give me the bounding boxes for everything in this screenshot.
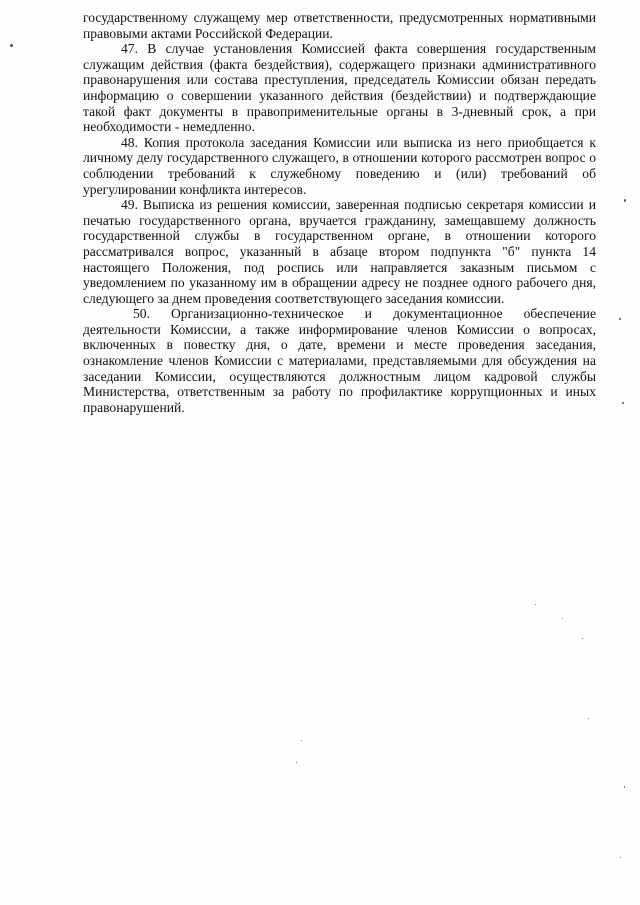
scan-speck <box>619 318 621 320</box>
paragraph-continuation: государственному служащему мер ответственности, предусмотренных нормативными правовыми актами Российской Федерации. <box>83 10 596 41</box>
scan-speck <box>622 402 624 404</box>
scan-speck <box>10 44 13 47</box>
scan-speck <box>624 786 625 788</box>
paragraph-50: 50. Организационно-техническое и документационное обеспечение деятельности Комиссии, а также информирование членов Комиссии о вопросах, включенных в повестку дня, о дате, времени и месте проведения заседания, ознакомление членов Комиссии с материалами, представляемыми для обсуждения на заседании Комиссии, осуществляются должностным лицом кадровой службы Министерства, ответственным за работу по профилактике коррупционных и иных правонарушений. <box>83 306 596 415</box>
paragraph-47: 47. В случае установления Комиссией факта совершения государственным служащим действия (факта бездействия), содержащего признаки административного правонарушения или состава преступления, председатель Комиссии обязан передать информацию о совершении указанного действия (бездействии) и подтверждающие такой факт документы в правоприменительные органы в 3-дневный срок, а при необходимости - немедленно. <box>83 41 596 135</box>
paragraph-48: 48. Копия протокола заседания Комиссии или выписка из него приобщается к личному делу государственного служащего, в отношении которого рассмотрен вопрос о соблюдении требований к служебному поведению и (или) требований об урегулировании конфликта интересов. <box>83 134 596 197</box>
scan-speck <box>301 740 302 741</box>
scan-speck <box>582 638 583 639</box>
paragraph-49: 49. Выписка из решения комиссии, заверенная подписью секретаря комиссии и печатью государственного органа, вручается гражданину, замещавшему должность государственной службы в государственном органе, в отношении которого рассматривался вопрос, указанный в абзаце втором подпункта "б" пункта 14 настоящего Положения, под роспись или направляется заказным письмом с уведомлением по указанному им в обращении адресу не позднее одного рабочего дня, следующего за днем проведения соответствующего заседания комиссии. <box>83 197 596 306</box>
scan-speck <box>620 857 621 858</box>
scan-speck <box>624 199 626 202</box>
scan-speck <box>562 618 563 619</box>
scan-speck <box>296 762 297 763</box>
scan-speck <box>535 604 536 605</box>
document-body <box>83 10 596 415</box>
scan-speck <box>588 718 589 719</box>
